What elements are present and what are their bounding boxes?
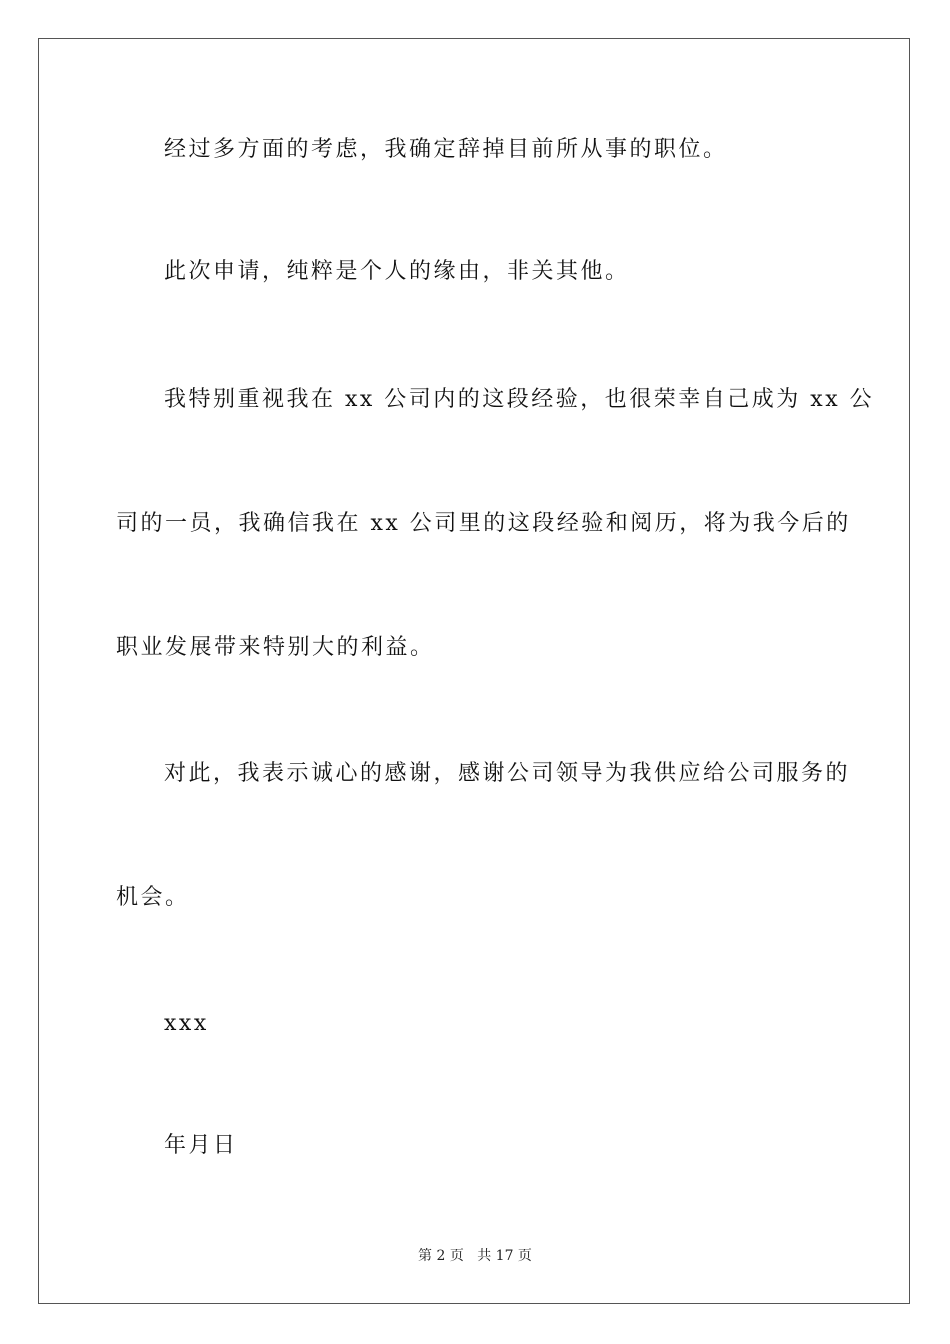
paragraph-line-4: 司的一员，我确信我在 xx 公司里的这段经验和阅历，将为我今后的 <box>116 511 851 536</box>
paragraph-line-6: 对此，我表示诚心的感谢，感谢公司领导为我供应给公司服务的 <box>164 761 851 786</box>
signature-date: 年月日 <box>164 1133 238 1158</box>
signature-name: xxx <box>164 1011 209 1036</box>
page-frame <box>38 38 910 1304</box>
page-total: 共 17 页 <box>477 1248 532 1264</box>
paragraph-line-7: 机会。 <box>116 885 190 910</box>
page-footer <box>0 1247 950 1265</box>
paragraph-line-2: 此次申请，纯粹是个人的缘由，非关其他。 <box>164 259 630 284</box>
paragraph-line-1: 经过多方面的考虑，我确定辞掉目前所从事的职位。 <box>164 137 728 162</box>
page-number: 第 2 页 <box>418 1248 464 1264</box>
paragraph-line-5: 职业发展带来特别大的利益。 <box>116 635 435 660</box>
paragraph-line-3: 我特别重视我在 xx 公司内的这段经验，也很荣幸自己成为 xx 公 <box>164 387 875 412</box>
